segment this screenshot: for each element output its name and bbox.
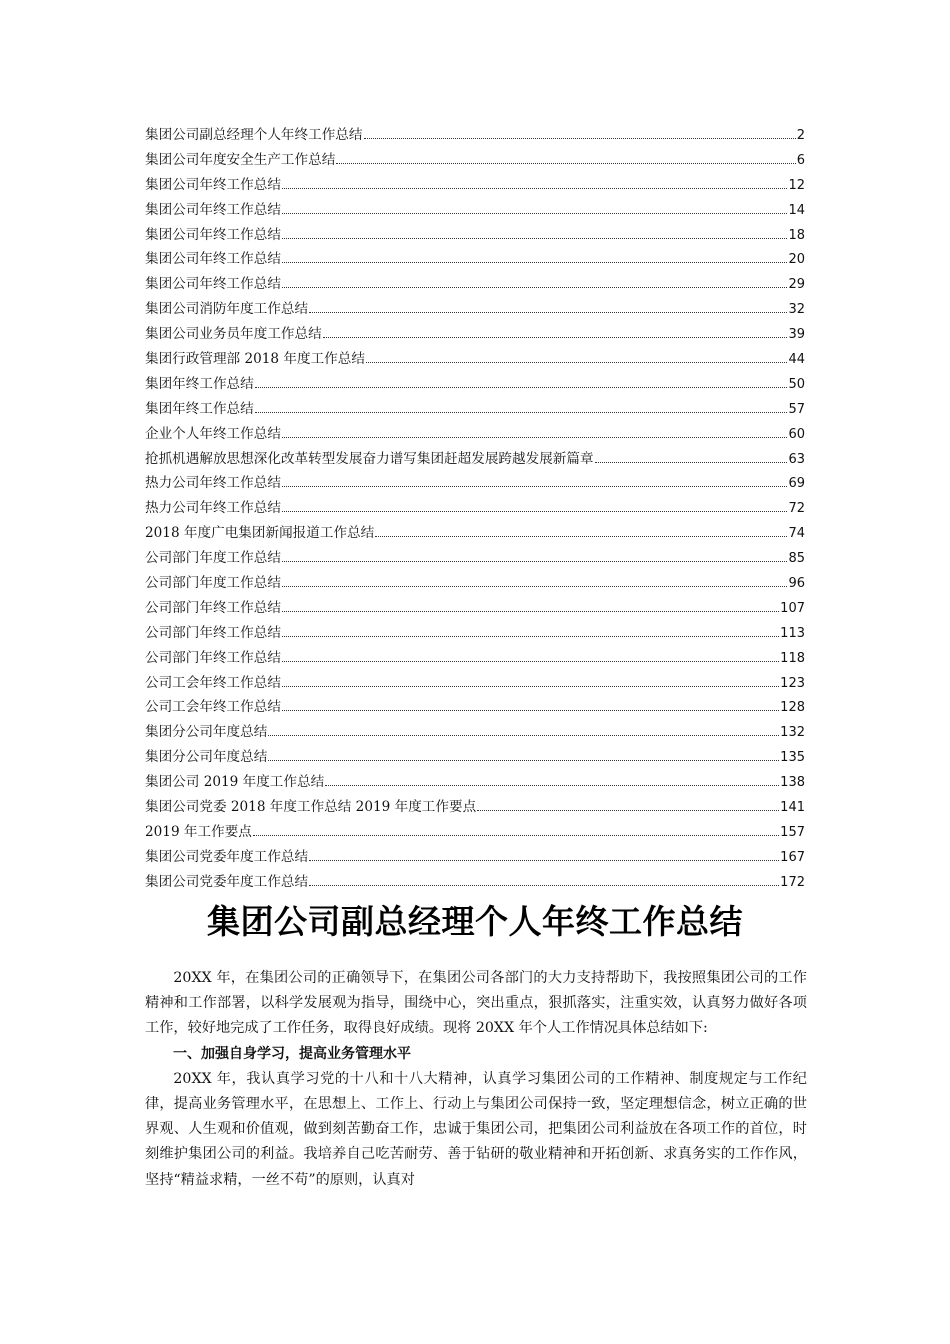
toc-entry[interactable] (145, 571, 805, 596)
toc-entry-title: 集团公司 2019 年度工作总结 (145, 774, 325, 791)
toc-entry-page: 44 (788, 352, 805, 368)
toc-leader-dots (364, 138, 796, 139)
toc-entry-title: 企业个人年终工作总结 (145, 425, 281, 442)
intro-paragraph: 20XX 年，在集团公司的正确领导下，在集团公司各部门的大力支持帮助下，我按照集团公司的工作精神和工作部署，以科学发展观为指导，围绕中心，突出重点，狠抓落实，注重实效，认真努力做好各项工作，较好地完成了工作任务，取得良好成绩。现将 20XX 年个人工作情况具体总结如下: (145, 970, 807, 1037)
toc-leader-dots (282, 486, 788, 487)
toc-entry-page: 123 (780, 675, 805, 691)
toc-entry-title: 公司部门年终工作总结 (145, 624, 281, 641)
toc-entry-title: 集团分公司年度总结 (145, 724, 268, 741)
toc-entry-page: 18 (788, 227, 805, 243)
toc-leader-dots (282, 188, 788, 189)
toc-entry-page: 85 (788, 551, 805, 567)
toc-leader-dots (282, 686, 779, 687)
toc-entry-page: 32 (788, 302, 805, 318)
toc-entry-title: 集团公司党委年度工作总结 (145, 873, 309, 890)
toc-entry-page: 72 (788, 501, 805, 517)
toc-entry-page: 128 (780, 700, 805, 716)
toc-entry-page: 14 (788, 202, 805, 218)
toc-entry-page: 50 (788, 376, 805, 392)
toc-entry-title: 热力公司年终工作总结 (145, 475, 281, 492)
toc-entry[interactable] (145, 148, 805, 173)
toc-entry-page: 12 (788, 177, 805, 193)
toc-entry-title: 公司工会年终工作总结 (145, 699, 281, 716)
toc-leader-dots (282, 636, 779, 637)
toc-entry-title: 集团公司消防年度工作总结 (145, 301, 309, 318)
toc-entry-page: 29 (788, 277, 805, 293)
toc-entry-page: 39 (788, 327, 805, 343)
toc-leader-dots (282, 238, 788, 239)
toc-leader-dots (282, 710, 779, 711)
toc-entry-title: 公司部门年终工作总结 (145, 599, 281, 616)
toc-entry-title: 热力公司年终工作总结 (145, 500, 281, 517)
toc-entry-title: 集团公司业务员年度工作总结 (145, 326, 322, 343)
toc-entry-title: 集团公司党委年度工作总结 (145, 848, 309, 865)
toc-leader-dots (323, 337, 788, 338)
toc-entry-title: 集团年终工作总结 (145, 400, 254, 417)
toc-entry-title: 抢抓机遇解放思想深化改革转型发展奋力谱写集团赶超发展跨越发展新篇章 (145, 450, 594, 467)
toc-leader-dots (255, 387, 788, 388)
toc-entry[interactable] (145, 297, 805, 322)
toc-leader-dots (282, 511, 788, 512)
toc-leader-dots (325, 785, 779, 786)
toc-entry-title: 集团公司副总经理个人年终工作总结 (145, 127, 363, 143)
toc-entry[interactable] (145, 546, 805, 571)
toc-entry-page: 60 (788, 426, 805, 442)
toc-entry[interactable] (145, 173, 805, 198)
toc-entry-page: 57 (788, 401, 805, 417)
toc-leader-dots (282, 611, 779, 612)
toc-leader-dots (282, 586, 788, 587)
toc-leader-dots (282, 213, 788, 214)
toc-entry-title: 集团年终工作总结 (145, 375, 254, 392)
toc-leader-dots (282, 561, 788, 562)
toc-entry-title: 集团公司年终工作总结 (145, 226, 281, 243)
toc-entry[interactable] (145, 322, 805, 347)
toc-entry-title: 公司工会年终工作总结 (145, 674, 281, 691)
toc-entry[interactable] (145, 820, 805, 845)
toc-entry[interactable] (145, 720, 805, 745)
toc-leader-dots (595, 462, 788, 463)
toc-leader-dots (309, 860, 779, 861)
toc-entry-title: 公司部门年度工作总结 (145, 575, 281, 592)
toc-entry-page: 157 (780, 824, 805, 840)
toc-leader-dots (309, 312, 787, 313)
toc-leader-dots (282, 262, 788, 263)
toc-entry-page: 6 (796, 152, 805, 168)
toc-leader-dots (255, 412, 788, 413)
toc-entry-page: 2 (796, 128, 805, 143)
toc-leader-dots (366, 362, 787, 363)
toc-entry[interactable] (145, 596, 805, 621)
toc-entry[interactable] (145, 695, 805, 720)
document-body (145, 966, 807, 1193)
document-title: 集团公司副总经理个人年终工作总结 (207, 902, 743, 941)
toc-entry-page: 107 (780, 600, 805, 616)
toc-entry[interactable] (145, 671, 805, 696)
toc-leader-dots (282, 661, 779, 662)
toc-entry-page: 118 (780, 650, 805, 666)
toc-entry[interactable] (145, 521, 805, 546)
toc-entry[interactable] (145, 272, 805, 297)
toc-entry[interactable] (145, 347, 805, 372)
section-paragraph: 20XX 年，我认真学习党的十八和十八大精神，认真学习集团公司的工作精神、制度规定与工作纪律，提高业务管理水平，在思想上、工作上、行动上与集团公司保持一致，坚定理想信念，树立正确的世界观、人生观和价值观，做到刻苦勤奋工作，忠诚于集团公司，把集团公司利益放在各项工作的首位，时刻维护集团公司的利益。我培养自己吃苦耐劳、善于钻研的敬业精神和开拓创新、求真务实的工作作风，坚持“精益求精，一丝不苟”的原则，认真对 (145, 1070, 807, 1188)
toc-entry-title: 集团公司年终工作总结 (145, 276, 281, 293)
toc-leader-dots (253, 835, 779, 836)
toc-entry[interactable] (145, 397, 805, 422)
toc-entry-title: 集团行政管理部 2018 年度工作总结 (145, 351, 365, 368)
toc-entry-page: 96 (788, 576, 805, 592)
toc-entry-page: 113 (780, 625, 805, 641)
toc-entry-title: 集团公司党委 2018 年度工作总结 2019 年度工作要点 (145, 799, 477, 816)
toc-entry[interactable] (145, 496, 805, 521)
toc-entry-page: 172 (780, 874, 805, 890)
toc-leader-dots (268, 735, 779, 736)
toc-entry-title: 集团分公司年度总结 (145, 749, 268, 766)
toc-entry-title: 集团公司年终工作总结 (145, 201, 281, 218)
toc-entry[interactable] (145, 745, 805, 770)
toc-entry-page: 63 (788, 451, 805, 467)
toc-entry-title: 集团公司年度安全生产工作总结 (145, 151, 336, 168)
toc-entry[interactable] (145, 646, 805, 671)
toc-entry-title: 集团公司年终工作总结 (145, 176, 281, 193)
section-heading: 一、加强自身学习，提高业务管理水平 (173, 1045, 411, 1062)
toc-leader-dots (268, 760, 779, 761)
toc-entry-page: 138 (780, 775, 805, 791)
toc-entry-page: 20 (788, 252, 805, 268)
toc-entry[interactable] (145, 870, 805, 895)
toc-leader-dots (309, 885, 779, 886)
toc-entry-page: 74 (788, 526, 805, 542)
toc-leader-dots (282, 437, 788, 438)
toc-leader-dots (477, 810, 779, 811)
toc-entry-title: 公司部门年度工作总结 (145, 550, 281, 567)
toc-entry-page: 141 (780, 800, 805, 816)
toc-entry[interactable] (145, 845, 805, 870)
toc-entry-title: 集团公司年终工作总结 (145, 251, 281, 268)
toc-entry[interactable] (145, 621, 805, 646)
toc-entry-page: 167 (780, 849, 805, 865)
toc-leader-dots (375, 536, 787, 537)
toc-leader-dots (282, 287, 788, 288)
toc-entry-page: 69 (788, 476, 805, 492)
toc-entry[interactable] (145, 795, 805, 820)
toc-entry[interactable] (145, 422, 805, 447)
toc-entry-title: 2019 年工作要点 (145, 823, 252, 840)
toc-entry[interactable] (145, 198, 805, 223)
toc-entry-title: 公司部门年终工作总结 (145, 649, 281, 666)
toc-entry[interactable] (145, 471, 805, 496)
toc-entry[interactable] (145, 123, 805, 148)
toc-entry[interactable] (145, 223, 805, 248)
toc-entry-title: 2018 年度广电集团新闻报道工作总结 (145, 525, 375, 542)
toc-entry-page: 135 (780, 750, 805, 766)
toc-entry[interactable] (145, 770, 805, 795)
table-of-contents (145, 123, 805, 895)
toc-leader-dots (336, 163, 795, 164)
toc-entry[interactable] (145, 372, 805, 397)
toc-entry[interactable] (145, 447, 805, 472)
toc-entry[interactable] (145, 247, 805, 272)
toc-entry-page: 132 (780, 725, 805, 741)
